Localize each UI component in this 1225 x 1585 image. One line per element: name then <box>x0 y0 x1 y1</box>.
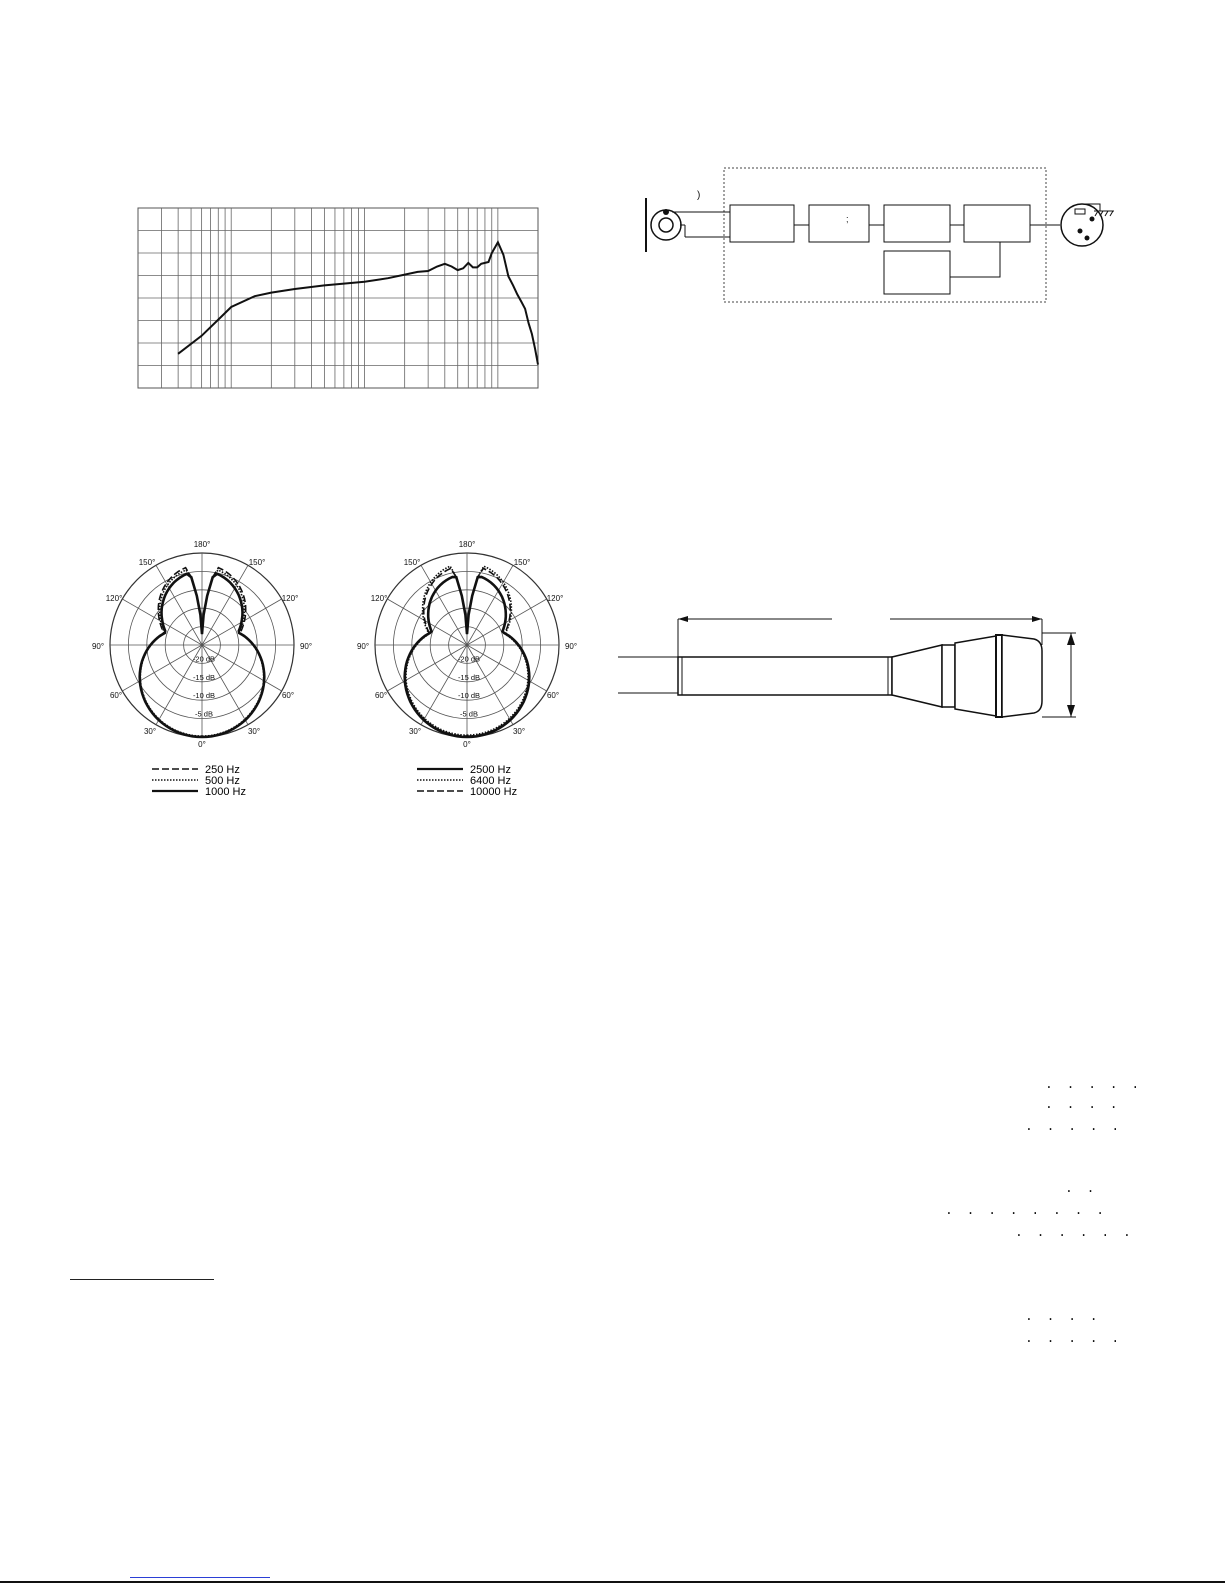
polar-angle-label: 90° <box>299 642 313 651</box>
polar-angle-label: 30° <box>143 727 157 736</box>
wiring-diagram <box>640 160 1120 310</box>
polar-angle-label: 30° <box>408 727 422 736</box>
polar-ring-label: -20 dB <box>192 654 216 664</box>
polar-spoke <box>467 599 547 645</box>
polar-legend <box>417 764 517 798</box>
circuit-block-2 <box>809 205 869 242</box>
polar-angle-label: 120° <box>370 594 388 603</box>
polar-angle-label: 180° <box>458 540 476 549</box>
polar-angle-label: 150° <box>138 558 156 567</box>
polar-angle-label: 0° <box>198 740 206 749</box>
polar-angle-label: 120° <box>546 594 564 603</box>
polar-ring-label: -15 dB <box>192 672 216 682</box>
polar-pattern-right <box>355 540 585 798</box>
polar-ring-label: -20 dB <box>457 654 481 664</box>
dot-leader: . . . . <box>1045 1097 1121 1112</box>
polar-ring-label: -5 dB <box>460 709 478 719</box>
polar-ring-label: -15 dB <box>457 672 481 682</box>
polar-angle-label: 90° <box>564 642 578 651</box>
mid-block-mark: ; <box>846 214 849 224</box>
circuit-block-3 <box>884 205 950 242</box>
footnote-rule <box>70 1279 214 1280</box>
polar-angle-label: 150° <box>403 558 421 567</box>
polar-angle-label: 150° <box>248 558 266 567</box>
frequency-response-grid <box>138 208 538 388</box>
dot-leader: . . . . . <box>1045 1077 1143 1092</box>
polar-angle-label: 120° <box>105 594 123 603</box>
polar-angle-label: 120° <box>281 594 299 603</box>
legend-label-10000hz: 10000 Hz <box>470 786 518 798</box>
dot-leader: . . <box>1065 1181 1098 1196</box>
dot-leader: . . . . . . . . <box>945 1203 1108 1218</box>
frequency-response-chart <box>130 200 550 400</box>
polar-ring-label: -10 dB <box>192 691 216 701</box>
polar-spoke <box>202 645 282 691</box>
page-bottom-rule <box>0 1581 1225 1583</box>
diameter-dimension-line <box>1042 633 1076 717</box>
polar-spoke <box>387 599 467 645</box>
legend-label-2500hz: 2500 Hz <box>470 764 511 776</box>
polar-pattern-left <box>90 540 320 798</box>
polar-angle-label: 180° <box>193 540 211 549</box>
legend-label-1000hz: 1000 Hz <box>205 786 246 798</box>
dot-leader: . . . . <box>1025 1309 1101 1324</box>
polar-angle-label: 60° <box>374 691 388 700</box>
polar-angle-label: 0° <box>463 740 471 749</box>
polar-ring-label: -5 dB <box>195 709 213 719</box>
dot-leader: . . . . . . <box>1015 1225 1134 1240</box>
polar-angle-label: 60° <box>281 691 295 700</box>
polar-spoke <box>467 645 547 691</box>
legend-label-250hz: 250 Hz <box>205 764 240 776</box>
polar-angle-label: 90° <box>91 642 105 651</box>
polar-legend <box>152 764 246 798</box>
microphone-dimension-drawing <box>610 605 1090 730</box>
polar-angle-label: 60° <box>109 691 123 700</box>
circuit-enclosure <box>724 168 1046 302</box>
chassis-ground-icon <box>1082 204 1114 216</box>
circuit-block-1 <box>730 205 794 242</box>
dot-leader: . . . . . <box>1025 1119 1123 1134</box>
dynamic-microphone-outline-icon <box>618 635 1042 717</box>
microphone-capsule-icon <box>646 198 681 252</box>
legend-label-6400hz: 6400 Hz <box>470 775 511 787</box>
polar-angle-label: 90° <box>356 642 370 651</box>
polar-spoke <box>387 645 467 691</box>
polar-spoke <box>122 645 202 691</box>
polar-angle-label: 150° <box>513 558 531 567</box>
polar-angle-label: 30° <box>247 727 261 736</box>
xlr-connector-icon <box>1061 204 1103 246</box>
footer-link-underline[interactable] <box>130 1577 270 1578</box>
dot-leader: . . . . . <box>1025 1331 1123 1346</box>
polar-angle-label: 30° <box>512 727 526 736</box>
legend-label-500hz: 500 Hz <box>205 775 240 787</box>
source-mark: ) <box>697 190 701 201</box>
polar-ring-label: -10 dB <box>457 691 481 701</box>
circuit-block-4 <box>964 205 1030 242</box>
circuit-block-5 <box>884 251 950 294</box>
polar-angle-label: 60° <box>546 691 560 700</box>
